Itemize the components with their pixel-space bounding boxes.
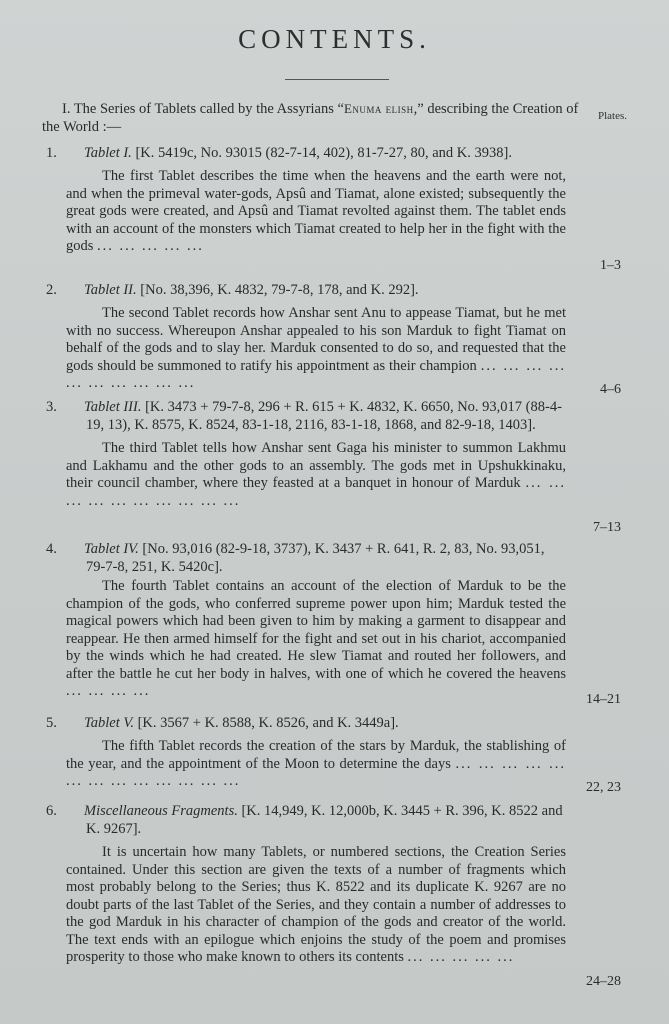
section-refs: [K. 14,949, K. 12,000b, K. 3445 + R. 396, K. 8522 and K. 9267].	[86, 803, 563, 837]
section-refs: [K. 3473 + 79-7-8, 296 + R. 615 + K. 4832, K. 6650, No. 93,017 (88-4-19, 13), K. 8575, K. 8524, 83-1-18, 2116, 83-1-18, 1868, and 82-9-18, 1403].	[86, 399, 562, 433]
section-tablet-5	[46, 714, 567, 791]
section-name: Tablet II.	[84, 282, 137, 298]
page-title: CONTENTS.	[238, 24, 431, 54]
section-refs: [K. 3567 + K. 8588, K. 8526, and K. 3449a].	[137, 715, 399, 731]
dot-leader: ... ... ... ...	[66, 683, 151, 699]
section-name: Miscellaneous Fragments.	[84, 803, 238, 819]
plates-ref-5: 22, 23	[586, 780, 621, 795]
section-number: 6.	[46, 803, 57, 819]
section-heading	[46, 540, 566, 576]
intro-text-end: ,” describing the Creation of the World :—	[42, 101, 579, 135]
section-refs: [K. 5419c, No. 93015 (82-7-14, 402), 81-7-27, 80, and K. 3938].	[135, 145, 512, 161]
section-description: The second Tablet records how Anshar sent Anu to appease Tiamat, but he met with no success. Whereupon Anshar appealed to his son Marduk to fight Tiamat on behalf of the gods and to slay her. Marduk consented to do so, and requested that the gods should be summoned to ratify his appointment as their champion ... ... ... ... ... ... ... ... ... ...	[66, 305, 567, 391]
section-number: 1.	[46, 145, 57, 161]
section-heading	[46, 802, 566, 838]
series-intro	[42, 100, 582, 136]
section-heading	[46, 714, 566, 732]
plates-ref-3: 7–13	[593, 520, 621, 535]
section-number: 3.	[46, 399, 57, 415]
section-misc-fragments	[46, 802, 566, 967]
section-name: Tablet IV.	[84, 541, 139, 557]
plates-ref-1: 1–3	[600, 258, 621, 273]
plates-ref-6: 24–28	[586, 974, 621, 989]
dot-leader: ... ... ... ... ...	[407, 949, 515, 965]
dot-leader: ... ... ... ... ... ... ... ... ... ...	[66, 357, 567, 391]
plates-column-label: Plates.	[597, 110, 627, 122]
plates-ref-4: 14–21	[586, 692, 621, 707]
section-number: 2.	[46, 282, 57, 298]
section-number: 4.	[46, 541, 57, 557]
section-heading	[46, 398, 566, 434]
dot-leader: ... ... ... ... ... ... ... ... ... ...	[66, 475, 567, 509]
section-tablet-3	[46, 398, 567, 510]
section-tablet-4	[46, 540, 566, 701]
plates-ref-2: 4–6	[600, 382, 621, 397]
title-rule	[285, 79, 389, 80]
section-name: Tablet V.	[84, 715, 134, 731]
intro-series-name: Enuma elish	[343, 101, 414, 116]
section-refs: [No. 93,016 (82-9-18, 3737), K. 3437 + R. 641, R. 2, 83, No. 93,051, 79-7-8, 251, K. 5420c].	[86, 541, 545, 575]
intro-text: I. The Series of Tablets called by the Assyrians “	[62, 101, 344, 117]
section-tablet-1	[46, 144, 566, 256]
section-name: Tablet I.	[84, 145, 132, 161]
section-name: Tablet III.	[84, 399, 142, 415]
section-description: The first Tablet describes the time when the heavens and the earth were not, and when the primeval water-gods, Apsû and Tiamat, alone existed; subsequently the great gods were created, and Apsû and Tiamat revolted against them. The tablet ends with an account of the monsters which Tiamat created to help her in the fight with the gods ... ... ... ... ...	[66, 168, 566, 254]
section-tablet-2	[46, 281, 567, 393]
section-heading	[46, 281, 566, 299]
section-description: It is uncertain how many Tablets, or numbered sections, the Creation Series contained. Under this section are given the texts of a number of fragments which most probably belong to the Series; thus K. 8522 and its duplicate K. 9267 are no doubt parts of the last Tablet of the Series, and they contain a number of addresses to the god Marduk in his character of champion of the gods and creator of the world. The text ends with an epilogue which enjoins the study of the poem and promises prosperity to those who make known to others its contents ... ... ... ... ...	[66, 844, 566, 965]
dot-leader: ... ... ... ... ... ... ... ... ... ... ... ... ...	[66, 755, 567, 789]
section-number: 5.	[46, 715, 57, 731]
dot-leader: ... ... ... ... ...	[97, 238, 204, 254]
section-description: The fifth Tablet records the creation of the stars by Marduk, the stablishing of the year, and the appointment of the Moon to determine the days ... ... ... ... ... ... ... ... ... ... ... ... ...	[66, 738, 567, 789]
section-description: The fourth Tablet contains an account of the election of Marduk to be the champion of the gods, who conferred supreme power upon him; Marduk tested the magical powers which had been given to him by making a garment to disappear and reappear. He then armed himself for the fight and set out in his chariot, accompanied by the winds which he had created. He slew Tiamat and routed her followers, and after the battle he cut her body in halves, with one of which he covered the heavens ... ... ... ...	[66, 578, 566, 699]
section-refs: [No. 38,396, K. 4832, 79-7-8, 178, and K. 292].	[140, 282, 419, 298]
section-description: The third Tablet tells how Anshar sent Gaga his minister to summon Lakhmu and Lakhamu and the other gods to an assembly. The gods met in Upshukkinaku, their council chamber, where they feasted at a banquet in honour of Marduk ... ... ... ... ... ... ... ... ... ...	[66, 440, 567, 509]
section-heading	[46, 144, 566, 162]
